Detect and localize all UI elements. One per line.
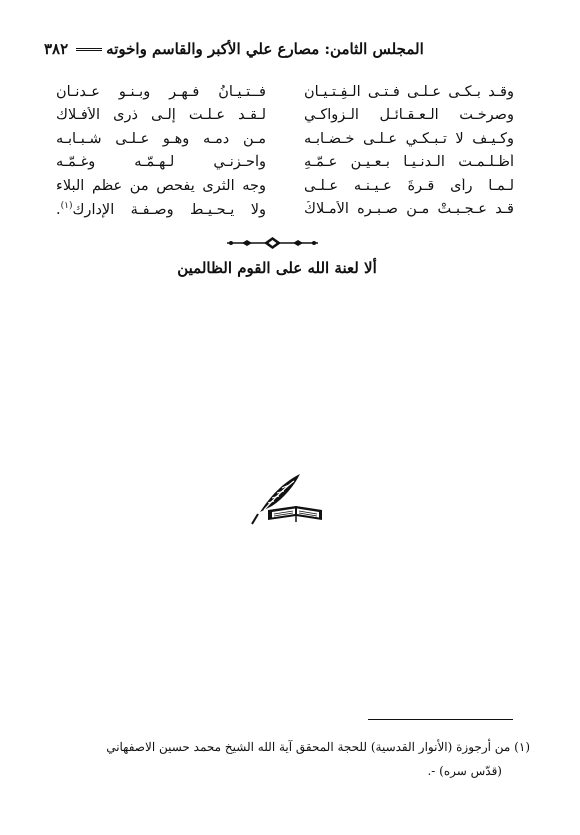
chapter-title: المجلس الثامن: مصارع علي الأكبر والقاسم واخوته bbox=[106, 40, 424, 58]
verse-line bbox=[56, 198, 514, 222]
divider-ornament-icon bbox=[225, 236, 320, 250]
footnote-text: من أرجوزة (الأنوار القدسية) للحجة المحقق آية الله الشيخ محمد حسين الاصفهاني bbox=[106, 740, 511, 754]
footnote-line-1 bbox=[60, 735, 530, 759]
closing-invocation: ألا لعنة الله على القوم الظالمين bbox=[177, 259, 377, 277]
page-number: ٣٨٢ bbox=[44, 40, 69, 58]
verse-line bbox=[56, 104, 514, 128]
verse-second-hemistich: وآحـزنـي لـهـمّـه وغـمّـه bbox=[56, 154, 266, 171]
verse-line bbox=[56, 80, 514, 104]
verse-first-hemistich: أظـلـمـت الـدنـيـا بـعـيـن عـمّـهِ bbox=[304, 154, 514, 171]
verse-line bbox=[56, 127, 514, 151]
verse-first-hemistich: وصرخـت الـعـقـائـل الـزواكـي bbox=[304, 107, 514, 124]
verse-second-hemistich: ولا يـحـيـط وصـفـة الإدارك$^{(١)}$. bbox=[56, 200, 266, 218]
verse-second-hemistich: مـن دمـه وهـو عـلـى شـبـابـه bbox=[56, 130, 266, 147]
quill-and-book-icon bbox=[250, 470, 325, 528]
poem bbox=[56, 80, 514, 221]
verse-first-hemistich: وقـد بـكـى عـلـى فـتـى الـفِـتـيـان bbox=[304, 83, 514, 100]
footnote-line-2: (قدّس سره) -. bbox=[427, 764, 502, 778]
verse-line bbox=[56, 151, 514, 175]
footnote bbox=[60, 735, 530, 783]
footnote-reference[interactable]: (١) bbox=[60, 200, 73, 211]
footnote-separator bbox=[368, 719, 513, 720]
running-header bbox=[38, 38, 534, 60]
verse-first-hemistich: قـد عـجـبـتْ مـن صـبـره الأمـلاكُ bbox=[304, 201, 514, 218]
verse-line bbox=[56, 174, 514, 198]
footnote-number: (١) bbox=[514, 740, 530, 754]
verse-second-hemistich: لـقـد عـلـت إلـى ذرى الأفـلاك bbox=[56, 107, 266, 124]
verse-second-hemistich: وجه الثرى يفحص من عظم البلاء bbox=[56, 177, 266, 194]
header-rule bbox=[76, 48, 102, 51]
verse-text: ولا يـحـيـط وصـفـة الإدارك bbox=[72, 201, 266, 218]
verse-first-hemistich: وكـيـف لا تـبـكـي عـلـى خـضـابـه bbox=[304, 130, 514, 147]
verse-first-hemistich: لـمـا رأى قـرةَ عـيـنـه عـلـى bbox=[304, 177, 514, 194]
verse-second-hemistich: فــتـيـانُ فـهـرٍ وبـنـو عـدنـان bbox=[56, 83, 266, 100]
